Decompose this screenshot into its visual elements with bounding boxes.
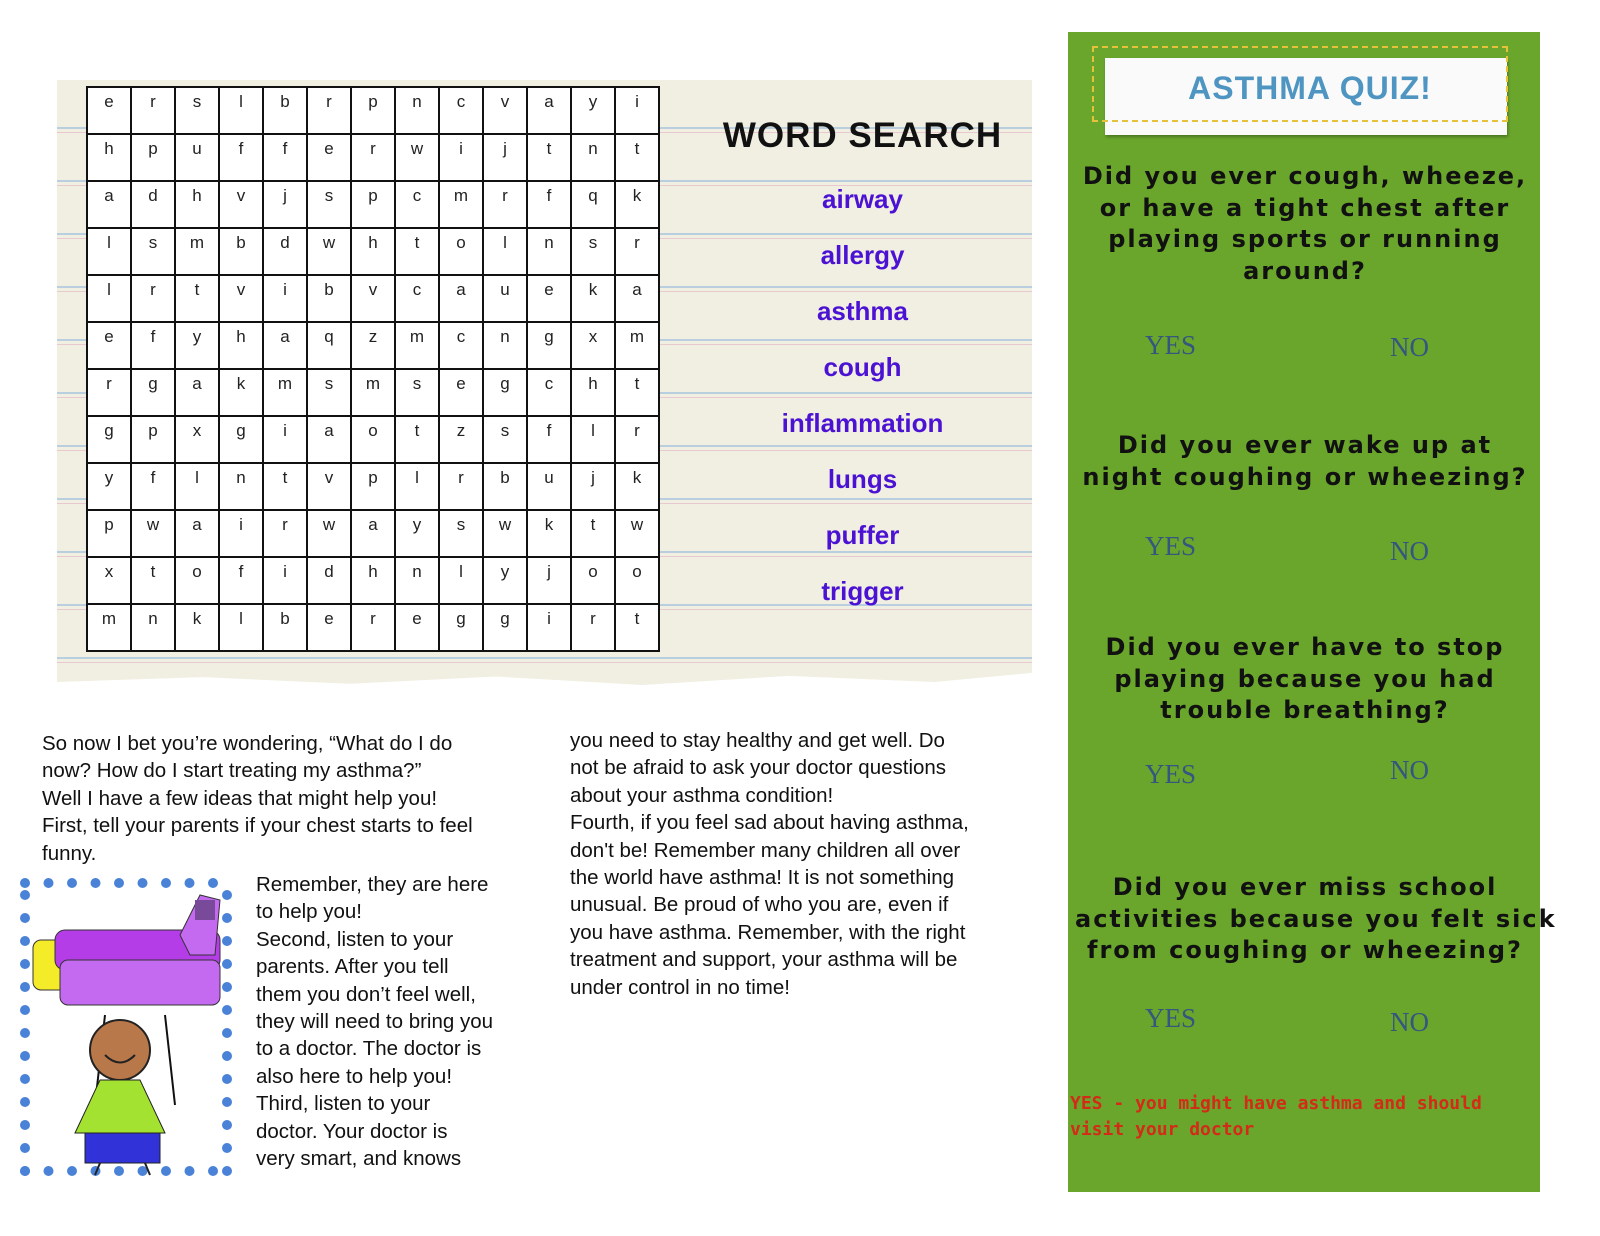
- border-dot: [222, 1120, 232, 1130]
- grid-cell: m: [395, 322, 439, 369]
- border-dot: [222, 1028, 232, 1038]
- grid-cell: l: [439, 557, 483, 604]
- grid-cell: r: [571, 604, 615, 651]
- quiz-question-line: trouble breathing?: [1160, 696, 1450, 725]
- text-line: them you don’t feel well,: [256, 982, 476, 1006]
- grid-cell: g: [483, 369, 527, 416]
- grid-row: [87, 322, 659, 369]
- grid-cell: g: [483, 604, 527, 651]
- text-line: very smart, and knows: [256, 1147, 462, 1170]
- grid-cell: i: [263, 416, 307, 463]
- grid-row: [87, 228, 659, 275]
- text-line: you need to stay healthy and get well. Do: [570, 729, 945, 752]
- grid-cell: l: [175, 463, 219, 510]
- grid-cell: r: [307, 87, 351, 134]
- grid-cell: l: [571, 416, 615, 463]
- text-line: to help you!: [256, 900, 362, 924]
- grid-cell: p: [351, 87, 395, 134]
- quiz-question-line: playing sports or running: [1108, 225, 1502, 254]
- grid-cell: o: [175, 557, 219, 604]
- grid-cell: r: [615, 228, 659, 275]
- border-dot: [67, 878, 77, 888]
- grid-cell: m: [351, 369, 395, 416]
- border-dot: [222, 1005, 232, 1015]
- grid-cell: s: [307, 181, 351, 228]
- grid-cell: e: [439, 369, 483, 416]
- grid-row: [87, 604, 659, 651]
- border-dot: [161, 878, 171, 888]
- text-line: you have asthma. Remember, with the right: [570, 920, 966, 944]
- quiz-question-line: Did you ever have to stop: [1105, 633, 1505, 661]
- border-dot: [185, 878, 195, 888]
- grid-cell: r: [483, 181, 527, 228]
- border-dot: [114, 878, 124, 888]
- grid-cell: c: [527, 369, 571, 416]
- grid-cell: a: [615, 275, 659, 322]
- border-dot: [208, 878, 218, 888]
- grid-cell: t: [175, 275, 219, 322]
- grid-cell: e: [87, 87, 131, 134]
- grid-cell: h: [351, 228, 395, 275]
- grid-cell: i: [439, 134, 483, 181]
- grid-cell: l: [87, 275, 131, 322]
- grid-row: [87, 416, 659, 463]
- border-dot: [208, 1166, 218, 1176]
- text-line: not be afraid to ask your doctor questions: [570, 756, 947, 780]
- border-dot: [161, 1166, 171, 1176]
- grid-cell: x: [87, 557, 131, 604]
- quiz-question-line: Did you ever cough, wheeze,: [1082, 162, 1528, 190]
- grid-cell: u: [527, 463, 571, 510]
- grid-cell: n: [527, 228, 571, 275]
- grid-cell: w: [483, 510, 527, 557]
- grid-cell: t: [395, 228, 439, 275]
- grid-cell: r: [351, 604, 395, 651]
- grid-cell: c: [439, 322, 483, 369]
- grid-cell: b: [219, 228, 263, 275]
- quiz-footer-line: visit your doctor: [1070, 1119, 1255, 1140]
- text-line: about your asthma condition!: [570, 783, 834, 807]
- quiz-question-line: or have a tight chest after: [1099, 193, 1511, 222]
- grid-cell: n: [395, 87, 439, 134]
- grid-cell: r: [439, 463, 483, 510]
- text-line: First, tell your parents if your chest starts to feel: [42, 814, 473, 838]
- border-dot: [185, 1166, 195, 1176]
- grid-row: [87, 134, 659, 181]
- grid-cell: u: [483, 275, 527, 322]
- grid-cell: v: [483, 87, 527, 134]
- grid-cell: k: [527, 510, 571, 557]
- grid-cell: d: [307, 557, 351, 604]
- border-dot: [20, 982, 30, 992]
- quiz-yes-option[interactable]: YES: [1145, 330, 1197, 360]
- grid-cell: r: [263, 510, 307, 557]
- grid-cell: k: [615, 463, 659, 510]
- grid-cell: v: [219, 275, 263, 322]
- word-search-title: WORD SEARCH: [722, 116, 1003, 155]
- grid-cell: p: [87, 510, 131, 557]
- border-dot: [44, 1166, 54, 1176]
- grid-cell: w: [307, 228, 351, 275]
- grid-cell: b: [263, 87, 307, 134]
- grid-cell: n: [395, 557, 439, 604]
- grid-cell: o: [439, 228, 483, 275]
- grid-cell: t: [615, 369, 659, 416]
- quiz-question-line: Did you ever wake up at: [1117, 431, 1493, 459]
- grid-cell: c: [395, 181, 439, 228]
- grid-cell: l: [219, 604, 263, 651]
- grid-cell: z: [439, 416, 483, 463]
- grid-cell: d: [131, 181, 175, 228]
- text-line: Second, listen to your: [256, 927, 454, 951]
- grid-cell: v: [351, 275, 395, 322]
- grid-cell: a: [439, 275, 483, 322]
- quiz-no-option[interactable]: NO: [1390, 536, 1429, 566]
- text-line: to a doctor. The doctor is: [256, 1037, 482, 1061]
- quiz-yes-option[interactable]: YES: [1145, 759, 1197, 789]
- grid-cell: t: [571, 510, 615, 557]
- grid-cell: j: [263, 181, 307, 228]
- grid-cell: e: [307, 604, 351, 651]
- grid-cell: t: [615, 134, 659, 181]
- grid-cell: q: [307, 322, 351, 369]
- grid-cell: l: [395, 463, 439, 510]
- quiz-question-line: activities because you felt sick: [1075, 904, 1557, 933]
- grid-cell: u: [175, 134, 219, 181]
- grid-cell: z: [351, 322, 395, 369]
- grid-cell: n: [219, 463, 263, 510]
- quiz-no-option[interactable]: NO: [1390, 332, 1429, 362]
- grid-cell: x: [571, 322, 615, 369]
- border-dot: [222, 982, 232, 992]
- grid-cell: n: [483, 322, 527, 369]
- grid-cell: a: [87, 181, 131, 228]
- text-line: the world have asthma! It is not something: [570, 866, 955, 889]
- grid-cell: j: [571, 463, 615, 510]
- border-dot: [20, 878, 30, 888]
- border-dot: [44, 878, 54, 888]
- grid-cell: f: [219, 557, 263, 604]
- grid-cell: e: [87, 322, 131, 369]
- grid-cell: i: [263, 275, 307, 322]
- border-dot: [222, 1074, 232, 1084]
- grid-cell: l: [219, 87, 263, 134]
- text-line: parents. After you tell: [256, 955, 449, 979]
- grid-cell: h: [87, 134, 131, 181]
- quiz-footer-line: YES - you might have asthma and should: [1070, 1093, 1482, 1114]
- grid-cell: r: [87, 369, 131, 416]
- grid-cell: y: [483, 557, 527, 604]
- grid-cell: k: [175, 604, 219, 651]
- grid-cell: b: [307, 275, 351, 322]
- grid-cell: f: [263, 134, 307, 181]
- grid-cell: y: [395, 510, 439, 557]
- word-list-item: allergy: [820, 240, 905, 270]
- border-dot: [20, 1143, 30, 1153]
- grid-cell: f: [527, 181, 571, 228]
- grid-cell: o: [571, 557, 615, 604]
- grid-cell: a: [351, 510, 395, 557]
- quiz-title: ASTHMA QUIZ!: [1188, 70, 1432, 106]
- grid-cell: g: [219, 416, 263, 463]
- word-list-item: lungs: [827, 464, 898, 494]
- border-dot: [222, 1143, 232, 1153]
- quiz-question-line: from coughing or wheezing?: [1087, 936, 1523, 965]
- grid-cell: c: [395, 275, 439, 322]
- text-line: also here to help you!: [256, 1064, 453, 1088]
- grid-cell: s: [395, 369, 439, 416]
- text-line: So now I bet you’re wondering, “What do I do: [42, 732, 453, 755]
- text-line: under control in no time!: [570, 975, 790, 999]
- grid-cell: b: [263, 604, 307, 651]
- grid-cell: m: [175, 228, 219, 275]
- text-line: funny.: [42, 841, 97, 865]
- text-line: unusual. Be proud of who you are, even if: [570, 893, 949, 917]
- grid-cell: w: [131, 510, 175, 557]
- border-dot: [20, 1166, 30, 1176]
- word-list-item: puffer: [825, 520, 900, 550]
- word-list-item: asthma: [816, 296, 909, 326]
- grid-cell: h: [175, 181, 219, 228]
- grid-cell: g: [527, 322, 571, 369]
- grid-cell: h: [219, 322, 263, 369]
- border-dot: [222, 890, 232, 900]
- grid-cell: a: [307, 416, 351, 463]
- grid-cell: p: [351, 181, 395, 228]
- grid-cell: g: [439, 604, 483, 651]
- grid-cell: m: [615, 322, 659, 369]
- quiz-yes-option[interactable]: YES: [1145, 1003, 1197, 1033]
- grid-cell: r: [351, 134, 395, 181]
- border-dot: [67, 1166, 77, 1176]
- text-line: don't be! Remember many children all over: [570, 838, 961, 862]
- border-dot: [222, 1166, 232, 1176]
- grid-cell: f: [527, 416, 571, 463]
- grid-cell: t: [527, 134, 571, 181]
- border-dot: [20, 936, 30, 946]
- grid-cell: f: [219, 134, 263, 181]
- border-dot: [222, 936, 232, 946]
- word-list-item: inflammation: [781, 408, 944, 438]
- grid-cell: w: [615, 510, 659, 557]
- grid-cell: a: [263, 322, 307, 369]
- word-search-grid: [86, 86, 660, 652]
- grid-cell: h: [351, 557, 395, 604]
- border-dot: [20, 1005, 30, 1015]
- grid-row: [87, 275, 659, 322]
- grid-cell: g: [87, 416, 131, 463]
- grid-row: [87, 87, 659, 134]
- grid-cell: r: [131, 275, 175, 322]
- grid-cell: h: [571, 369, 615, 416]
- quiz-question-line: playing because you had: [1114, 664, 1496, 693]
- grid-cell: w: [307, 510, 351, 557]
- grid-cell: t: [131, 557, 175, 604]
- grid-cell: f: [131, 322, 175, 369]
- border-dot: [20, 890, 30, 900]
- quiz-question-line: night coughing or wheezing?: [1082, 462, 1528, 491]
- grid-cell: p: [131, 416, 175, 463]
- grid-cell: l: [87, 228, 131, 275]
- grid-cell: y: [87, 463, 131, 510]
- grid-cell: e: [527, 275, 571, 322]
- grid-cell: l: [483, 228, 527, 275]
- grid-row: [87, 510, 659, 557]
- grid-cell: m: [263, 369, 307, 416]
- grid-row: [87, 463, 659, 510]
- quiz-question-line: around?: [1243, 257, 1367, 286]
- grid-cell: c: [439, 87, 483, 134]
- border-dot: [222, 1097, 232, 1107]
- quiz-no-option[interactable]: NO: [1390, 755, 1429, 785]
- grid-cell: o: [351, 416, 395, 463]
- grid-cell: y: [175, 322, 219, 369]
- text-line: now? How do I start treating my asthma?”: [42, 759, 422, 783]
- grid-cell: a: [175, 369, 219, 416]
- grid-cell: d: [263, 228, 307, 275]
- grid-cell: m: [439, 181, 483, 228]
- grid-cell: w: [395, 134, 439, 181]
- border-dot: [20, 1097, 30, 1107]
- grid-cell: k: [219, 369, 263, 416]
- text-line: Fourth, if you feel sad about having asthma,: [570, 811, 969, 835]
- text-line: Remember, they are here: [256, 873, 489, 896]
- grid-cell: e: [307, 134, 351, 181]
- grid-cell: t: [263, 463, 307, 510]
- grid-cell: i: [527, 604, 571, 651]
- quiz-yes-option[interactable]: YES: [1145, 531, 1197, 561]
- grid-cell: k: [571, 275, 615, 322]
- border-dot: [138, 878, 148, 888]
- border-dot: [222, 1051, 232, 1061]
- grid-cell: x: [175, 416, 219, 463]
- grid-cell: s: [307, 369, 351, 416]
- grid-row: [87, 557, 659, 604]
- border-dot: [20, 1028, 30, 1038]
- grid-cell: j: [483, 134, 527, 181]
- grid-cell: a: [527, 87, 571, 134]
- grid-cell: y: [571, 87, 615, 134]
- border-dot: [222, 913, 232, 923]
- grid-cell: v: [219, 181, 263, 228]
- border-dot: [20, 1120, 30, 1130]
- grid-cell: p: [131, 134, 175, 181]
- grid-cell: n: [571, 134, 615, 181]
- grid-cell: p: [351, 463, 395, 510]
- grid-cell: v: [307, 463, 351, 510]
- grid-cell: e: [395, 604, 439, 651]
- grid-cell: r: [615, 416, 659, 463]
- grid-cell: m: [87, 604, 131, 651]
- grid-cell: a: [175, 510, 219, 557]
- grid-cell: q: [571, 181, 615, 228]
- grid-cell: s: [571, 228, 615, 275]
- grid-cell: s: [175, 87, 219, 134]
- border-dot: [114, 1166, 124, 1176]
- text-line: doctor. Your doctor is: [256, 1119, 448, 1143]
- text-line: Third, listen to your: [256, 1092, 431, 1116]
- grid-cell: k: [615, 181, 659, 228]
- word-list-item: cough: [823, 352, 902, 382]
- grid-cell: s: [483, 416, 527, 463]
- grid-cell: f: [131, 463, 175, 510]
- grid-cell: s: [131, 228, 175, 275]
- grid-cell: t: [395, 416, 439, 463]
- grid-cell: s: [439, 510, 483, 557]
- border-dot: [20, 959, 30, 969]
- grid-cell: n: [131, 604, 175, 651]
- grid-cell: t: [615, 604, 659, 651]
- grid-cell: i: [615, 87, 659, 134]
- quiz-no-option[interactable]: NO: [1390, 1007, 1429, 1037]
- grid-cell: o: [615, 557, 659, 604]
- grid-cell: i: [219, 510, 263, 557]
- border-dot: [20, 1051, 30, 1061]
- quiz-question-line: Did you ever miss school: [1112, 873, 1498, 901]
- grid-cell: i: [263, 557, 307, 604]
- grid-row: [87, 369, 659, 416]
- text-line: they will need to bring you: [256, 1010, 494, 1033]
- grid-cell: j: [527, 557, 571, 604]
- grid-cell: g: [131, 369, 175, 416]
- border-dot: [20, 913, 30, 923]
- text-line: treatment and support, your asthma will be: [570, 948, 958, 972]
- grid-row: [87, 181, 659, 228]
- text-line: Well I have a few ideas that might help you!: [42, 786, 438, 810]
- grid-cell: b: [483, 463, 527, 510]
- grid-cell: r: [131, 87, 175, 134]
- word-list-item: trigger: [821, 576, 904, 606]
- word-list-item: airway: [822, 184, 903, 214]
- kid-with-inhaler-illustration: [15, 875, 240, 1180]
- border-dot: [222, 959, 232, 969]
- border-dot: [20, 1074, 30, 1084]
- border-dot: [91, 878, 101, 888]
